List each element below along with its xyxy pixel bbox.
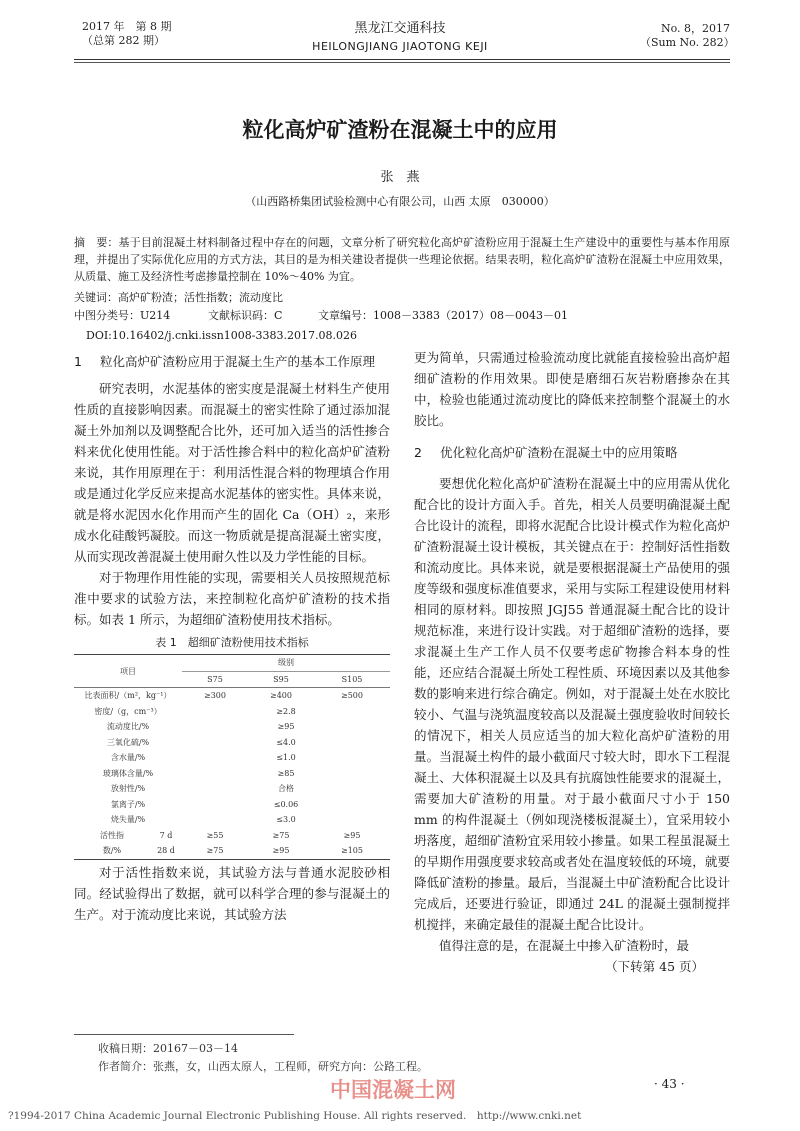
continued-note: （下转第 45 页） — [605, 959, 704, 974]
table-row: 数/% 28 d ≥75 ≥95 ≥105 — [74, 843, 390, 859]
right-column — [414, 347, 730, 977]
table-header-row — [74, 655, 390, 672]
table-row: 比表面积/（m²，kg⁻¹） ≥300 ≥400 ≥500 — [84, 691, 363, 701]
keywords: 关键词：高炉矿粉渣；活性指数；流动度比 — [74, 291, 283, 304]
grade-s105: S105 — [314, 671, 390, 688]
author-name: 张 燕 — [380, 170, 420, 185]
section-1-heading — [74, 352, 390, 372]
paragraph: 要想优化粒化高炉矿渣粉在混凝土中的应用需从优化配合比的设计方面入手。首先，相关人员要明确混凝土配合比设计的流程，即将水泥配合比设计模式作为粒化高炉矿渣粉混凝土设计模板，其关键点在于：控制好活性指数和流动度比。具体来说，就是要根据混凝土产品使用的强度等级和强度标准值要求，采用与实际工程建设使用材料相同的原材料。即按照 JGJ55 普通混凝土配合比的设计规范标准，来进行设计实践。对于超细矿渣粉的选择，要求混凝土生产工作人员不仅要考虑矿物掺合料本身的性能，还应结合混凝土所处工程性质、环境因素以及其他参数的影响来进行综合确定。例如，对于混凝土处在水胶比较小、气温与浇筑温度较高以及混凝土强度验收时间较长的情况下，相关人员应适当的加大粒化高炉矿渣粉的用量。当混凝土构件的最小截面尺寸较大时，即水下工程混凝土、大体积混凝土以及具有抗腐蚀性能要求的混凝土，需要加大矿渣粉的用量。对于最小截面尺寸小于 150 mm 的构件混凝土（例如现浇楼板混凝土），宜采用较小坍落度，超细矿渣粉宜采用较小掺量。如果工程虽混凝土的早期作用强度要求较高或者处在温度较低的环境，就要降低矿渣粉的掺量。最后，当混凝土中矿渣粉配合比设计完成后，还要进行验证，即通过 24L 的混凝土强制搅拌机搅拌，来确定最佳的混凝土配合比设计。 — [414, 476, 730, 932]
section-2-title: 优化粒化高炉矿渣粉在混凝土中的应用策略 — [440, 445, 678, 460]
article-title: 粒化高炉矿渣粉在混凝土中的应用 — [242, 118, 558, 142]
author-affiliation: （山西路桥集团试验检测中心有限公司，山西 太原 030000） — [245, 195, 555, 208]
journal-name-cn: 黑龙江交通科技 — [354, 21, 446, 36]
paragraph: 对于活性指数来说，其试验方法与普通水泥胶砂相同。经试验得出了数据，就可以科学合理的参与混凝土的生产。对于流动度比来说，其试验方法 — [74, 864, 390, 922]
abstract — [74, 234, 730, 285]
grade-s75: S75 — [182, 671, 248, 688]
paragraph: 对于物理作用性能的实现，需要相关人员按照规范标准中要求的试验方法，来控制粒化高炉矿渣粉的技术指标。如表 1 所示，为超细矿渣粉使用技术指标。 — [74, 570, 390, 627]
header-item: 项目 — [74, 655, 182, 688]
section-1-body-cont — [74, 862, 390, 925]
table-row: 玻璃体含量/% ≥85 — [102, 768, 295, 778]
copyright-line: ?1994-2017 China Academic Journal Electronic Publishing House. All rights reserved. http://www.cnki.net — [8, 1110, 582, 1122]
received-date: 收稿日期：20167－03－14 — [98, 1042, 238, 1055]
technical-index-table — [74, 654, 390, 860]
header-rule-thin — [74, 62, 730, 63]
table-row: 放射性/% 合格 — [110, 784, 294, 794]
issue-number-en: No. 8，2017 — [660, 22, 730, 35]
table-row: 密度/（g，cm⁻³） ≥2.8 — [94, 706, 296, 716]
abstract-label: 摘 要： — [74, 236, 119, 249]
section-2-heading — [414, 443, 730, 463]
site-watermark: 中国混凝土网 — [330, 1078, 456, 1102]
table-row: 氯离子/% ≤0.06 — [110, 799, 299, 809]
paragraph: 值得注意的是，在混凝土中掺入矿渣粉时，最 — [439, 938, 690, 953]
table-row: 活性指 7 d ≥55 ≥75 ≥95 — [74, 828, 390, 844]
activity-label-2: 数/% — [102, 846, 122, 856]
document-code: 文献标识码：C — [208, 309, 283, 322]
footnote-rule — [74, 1034, 294, 1035]
table-row: 烧失量/% ≤3.0 — [110, 815, 296, 825]
grade-s95: S95 — [248, 671, 314, 688]
issue-year: 2017 年 第 8 期 — [82, 20, 172, 33]
article-number: 文章编号：1008－3383（2017）08－0043－01 — [318, 309, 568, 322]
page-number: · 43 · — [654, 1077, 685, 1091]
activity-label: 活性指 — [100, 830, 124, 840]
section-1-body — [74, 378, 390, 630]
table-caption: 表 1 超细矿渣粉使用技术指标 — [155, 636, 309, 649]
abstract-text: 基于目前混凝土材料制备过程中存在的问题，文章分析了研究粒化高炉矿渣粉应用于混凝土生产建设中的重要性与基本作用原理，并提出了实际优化应用的方式方法，其目的是为相关建设者提供一些理论依据。结果表明，粒化高炉矿渣粉在混凝土中应用效果，从质量、施工及经济性考虑掺量控制在 10%～40% 为宜。 — [74, 236, 730, 283]
clc-number: 中图分类号：U214 — [74, 309, 171, 322]
issue-sum-en: （Sum No. 282） — [640, 36, 735, 49]
section-2-number: 2 — [414, 445, 422, 460]
table-row: 含水量/% ≤1.0 — [110, 753, 296, 763]
issue-total: （总第 282 期） — [82, 34, 165, 47]
table-row: 三氧化硫/% ≤4.0 — [106, 737, 296, 747]
left-column — [74, 352, 390, 925]
header-rule — [74, 59, 730, 60]
paragraph: 研究表明，水泥基体的密实度是混凝土材料生产使用性质的直接影响因素。而混凝土的密实性除了通过添加混凝土外加剂以及调整配合比外，还可加入适当的活性掺合料来优化使用性能。对于活性掺合料中的粒化高炉矿渣粉来说，其作用原理在于：利用活性混合料的物理填合作用或是通过化学反应来提高水泥基体的密实性。具体来说，就是将水泥因水化作用而产生的固化 Ca（OH）₂，来形成水化硅酸钙凝胶。而这一物质就是提高混凝土密实度，从而实现改善混凝土使用耐久性以及力学性能的目标。 — [74, 381, 390, 564]
table-row: 流动度比/% ≥95 — [106, 722, 295, 732]
section-1-title: 粒化高炉矿渣粉应用于混凝土生产的基本工作原理 — [100, 354, 376, 369]
doi: DOI:10.16402/j.cnki.issn1008-3383.2017.08.026 — [86, 329, 357, 342]
issue-info-right — [640, 22, 735, 50]
author-bio: 作者简介：张燕，女，山西太原人，工程师，研究方向：公路工程。 — [98, 1060, 428, 1073]
header-grade: 级别 — [182, 655, 390, 672]
section-1-number: 1 — [74, 354, 82, 369]
journal-name-en: HEILONGJIANG JIAOTONG KEJI — [312, 40, 488, 53]
section-2-body — [414, 473, 730, 956]
paragraph-continued: 更为简单，只需通过检验流动度比就能直接检验出高炉超细矿渣粉的作用效果。即使是磨细石灰岩粉磨掺杂在其中，检验也能通过流动度比的降低来控制整个混凝土的水胶比。 — [414, 350, 730, 428]
